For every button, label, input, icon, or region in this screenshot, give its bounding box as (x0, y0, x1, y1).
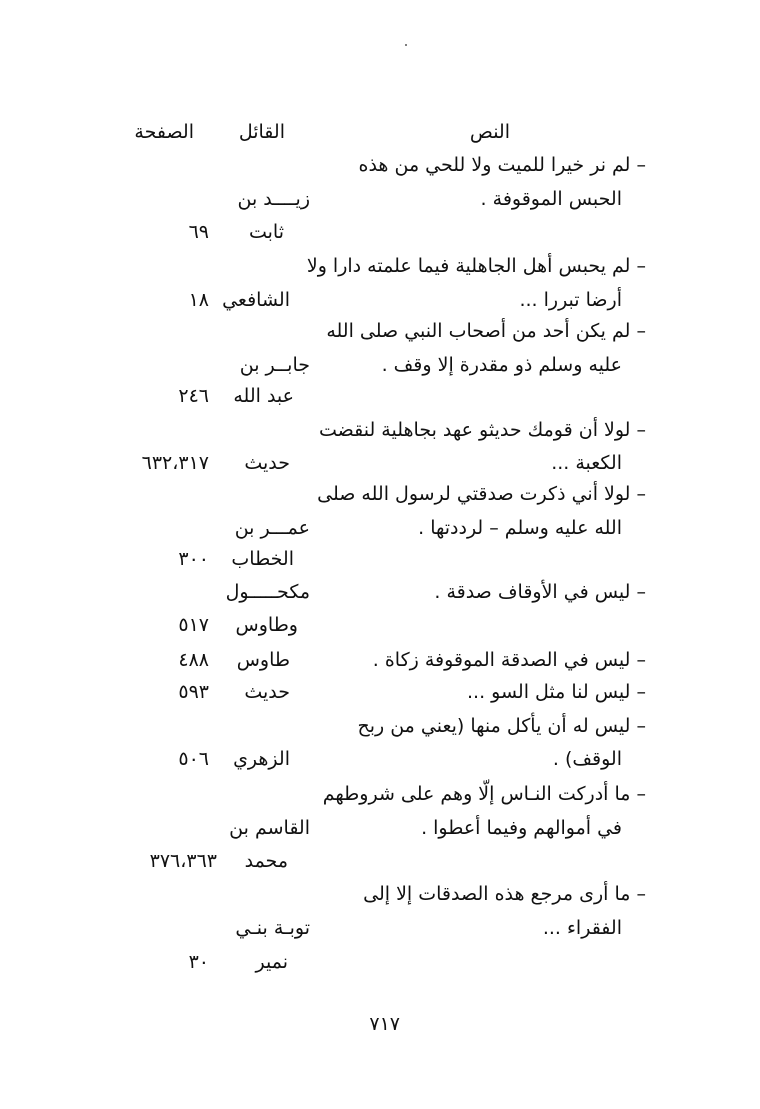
header-speaker-col: القائل (238, 121, 285, 143)
entry-speaker-line: الخطاب (231, 548, 294, 570)
page-number: ٧١٧ (369, 1013, 400, 1035)
header-page-col: الصفحة (134, 121, 194, 143)
entry-text-line: – لم نر خيرا للميت ولا للحي من هذه (358, 154, 646, 176)
entry-speaker-line: جابــر بن (239, 354, 310, 376)
entry-text-line: – لولا أني ذكرت صدقتي لرسول الله صلى (317, 483, 646, 505)
entry-text-line: – لولا أن قومك حديثو عهد بجاهلية لنقضت (319, 419, 646, 441)
entry-speaker-line: محمد (244, 850, 288, 872)
entry-text-line: الفقراء ... (542, 917, 622, 939)
entry-speaker-line: حديث (244, 681, 290, 703)
entry-text-line: – ليس في الصدقة الموقوفة زكاة . (372, 649, 646, 671)
entry-text-line: – لم يكن أحد من أصحاب النبي صلى الله (326, 320, 646, 342)
entry-page: ٣٧٦،٣٦٣ (149, 850, 217, 872)
entry-text-line: – ليس له أن يأكل منها (يعني من ربح (357, 715, 646, 737)
entry-speaker-line: زيــــد بن (237, 188, 310, 210)
entry-page: ٢٤٦ (178, 385, 209, 407)
entry-text-line: أرضا تبررا ... (519, 289, 622, 311)
entry-speaker-line: طاوس (236, 649, 290, 671)
entry-speaker-line: وطاوس (235, 614, 298, 636)
entry-text-line: الوقف) . (552, 748, 622, 770)
entry-page: ٥١٧ (178, 614, 209, 636)
entry-speaker-line: حديث (244, 452, 290, 474)
header-text-col: النص (469, 121, 510, 143)
scan-dot (405, 44, 407, 46)
entry-page: ٣٠ (188, 951, 209, 973)
entry-page: ٦٩ (188, 221, 209, 243)
entry-page: ٦٣٢،٣١٧ (141, 452, 209, 474)
entry-text-line: – ما أدركت النـاس إلّا وهم على شروطهم (322, 783, 646, 805)
entry-speaker-line: الزهري (233, 748, 290, 770)
entry-text-line: الكعبة ... (551, 452, 622, 474)
entry-speaker-line: ثابت (248, 221, 284, 243)
entry-page: ٥٩٣ (178, 681, 209, 703)
entry-text-line: في أموالهم وفيما أعطوا . (421, 817, 622, 839)
entry-speaker-line: الشافعي (222, 289, 290, 311)
entry-speaker-line: عبد الله (233, 385, 294, 407)
entry-speaker-line: القاسم بن (229, 817, 310, 839)
entry-text-line: – ما أرى مرجع هذه الصدقات إلا إلى (363, 883, 646, 905)
entry-text-line: الله عليه وسلم – لرددتها . (418, 517, 622, 539)
entry-text-line: الحبس الموقوفة . (480, 188, 622, 210)
entry-speaker-line: عمـــر بن (234, 517, 310, 539)
entry-text-line: – ليس لنا مثل السو ... (466, 681, 646, 703)
entry-speaker-line: مكحـــــول (225, 581, 310, 603)
entry-page: ١٨ (188, 289, 209, 311)
entry-page: ٥٠٦ (178, 748, 209, 770)
entry-text-line: – لم يحبس أهل الجاهلية فيما علمته دارا ولا (306, 255, 646, 277)
entry-text-line: – ليس في الأوقاف صدقة . (434, 581, 646, 603)
entry-speaker-line: توبـة بنـي (235, 917, 310, 939)
entry-page: ٣٠٠ (178, 548, 209, 570)
entry-text-line: عليه وسلم ذو مقدرة إلا وقف . (381, 354, 622, 376)
entry-page: ٤٨٨ (178, 649, 209, 671)
entry-speaker-line: نمير (255, 951, 288, 973)
